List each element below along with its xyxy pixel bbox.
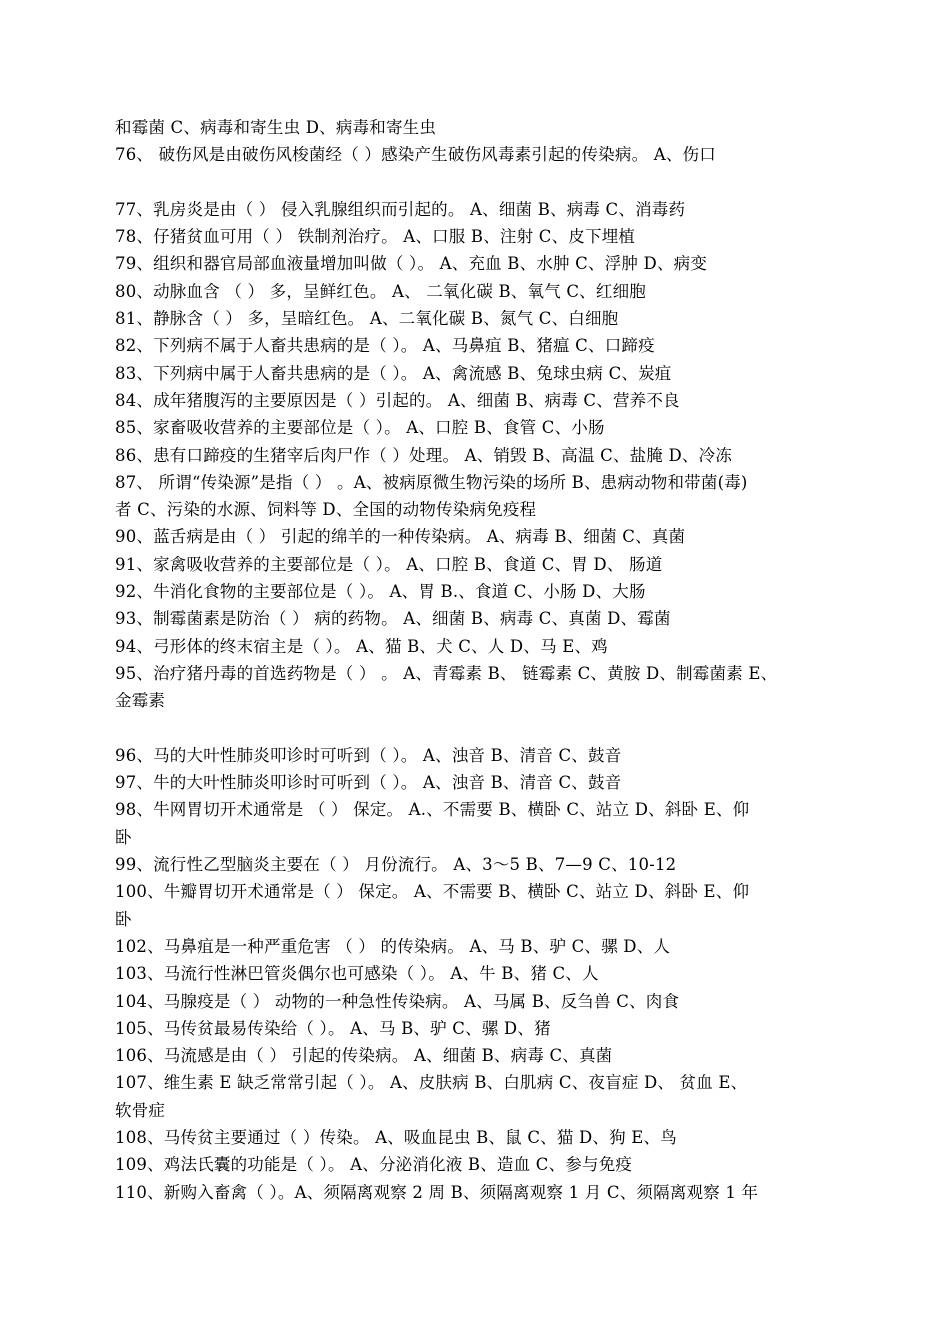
text-line: 103、马流行性淋巴管炎偶尔也可感染（ ）。 A、牛 B、猪 C、人	[115, 964, 599, 984]
text-line: 91、家禽吸收营养的主要部位是（ ）。 A、口腔 B、食道 C、胃 D、 肠道	[115, 554, 663, 574]
text-line: 85、家畜吸收营养的主要部位是（ ）。 A、口腔 B、食管 C、小肠	[115, 418, 605, 438]
text-line: 卧	[115, 827, 132, 847]
text-line: 104、马腺疫是（ ） 动物的一种急性传染病。 A、马属 B、反刍兽 C、肉食	[115, 991, 680, 1011]
text-line: 79、组织和器官局部血液量增加叫做（ ）。 A、充血 B、水肿 C、浮肿 D、病变	[115, 254, 708, 274]
question-list	[115, 114, 845, 1206]
text-line: 77、乳房炎是由（ ） 侵入乳腺组织而引起的。 A、细菌 B、病毒 C、消毒药	[115, 199, 686, 219]
text-line: 94、弓形体的终末宿主是（ ）。 A、猫 B、犬 C、人 D、马 E、鸡	[115, 636, 608, 656]
blank-line	[115, 169, 845, 196]
text-line: 82、下列病不属于人畜共患病的是（ ）。 A、马鼻疽 B、猪瘟 C、口蹄疫	[115, 336, 655, 356]
text-line: 81、静脉含（ ） 多，呈暗红色。 A、二氧化碳 B、氮气 C、白细胞	[115, 309, 619, 329]
text-line: 92、牛消化食物的主要部位是（ ）。 A、胃 B.、食道 C、小肠 D、大肠	[115, 582, 646, 602]
text-line: 96、马的大叶性肺炎叩诊时可听到（ ）。 A、浊音 B、清音 C、鼓音	[115, 745, 622, 765]
text-line: 93、制霉菌素是防治（ ） 病的药物。 A、细菌 B、病毒 C、真菌 D、霉菌	[115, 609, 671, 629]
text-line: 107、维生素 E 缺乏常常引起（ ）。 A、皮肤病 B、白肌病 C、夜盲症 D、 贫血 E、	[115, 1073, 748, 1093]
text-line: 87、 所谓“传染源”是指（ ） 。A、被病原微生物污染的场所 B、患病动物和带菌(毒)	[115, 472, 748, 492]
text-line: 98、牛网胃切开术通常是 （ ） 保定。 A.、不需要 B、横卧 C、站立 D、斜卧 E、仰	[115, 800, 750, 820]
text-line: 109、鸡法氏囊的功能是（ ）。 A、分泌消化液 B、造血 C、参与免疫	[115, 1155, 633, 1175]
text-line: 97、牛的大叶性肺炎叩诊时可听到（ ）。 A、浊音 B、清音 C、鼓音	[115, 773, 622, 793]
text-line: 者 C、污染的水源、饲料等 D、全国的动物传染病免疫程	[115, 500, 537, 520]
text-line: 和霉菌 C、病毒和寄生虫 D、病毒和寄生虫	[115, 118, 437, 137]
text-line: 90、蓝舌病是由（ ） 引起的绵羊的一种传染病。 A、病毒 B、细菌 C、真菌	[115, 527, 686, 547]
text-line: 80、动脉血含 （ ） 多，呈鲜红色。 A、 二氧化碳 B、氧气 C、红细胞	[115, 281, 646, 301]
text-line: 78、仔猪贫血可用（ ） 铁制剂治疗。 A、口服 B、注射 C、皮下埋植	[115, 227, 636, 247]
text-line: 108、马传贫主要通过（ ）传染。 A、吸血昆虫 B、鼠 C、猫 D、狗 E、鸟	[115, 1127, 677, 1147]
text-line: 102、马鼻疽是一种严重危害 （ ） 的传染病。 A、马 B、驴 C、骡 D、人	[115, 936, 671, 956]
text-line: 110、新购入畜禽（ ）。A、须隔离观察 2 周 B、须隔离观察 1 月 C、须隔离观察 1 年	[115, 1182, 759, 1202]
text-line: 95、治疗猪丹毒的首选药物是（ ） 。 A、青霉素 B、 链霉素 C、黄胺 D、制霉菌素 E、	[115, 663, 778, 683]
text-line: 卧	[115, 909, 132, 929]
text-line: 软骨症	[115, 1100, 166, 1120]
blank-line	[115, 715, 845, 742]
text-line: 105、马传贫最易传染给（ ）。 A、马 B、驴 C、骡 D、猪	[115, 1018, 551, 1038]
text-line: 99、流行性乙型脑炎主要在（ ） 月份流行。 A、3～5 B、7—9 C、10-12	[115, 855, 677, 875]
text-line: 86、患有口蹄疫的生猪宰后肉尸作（ ）处理。 A、销毁 B、高温 C、盐腌 D、冷冻	[115, 445, 733, 465]
text-line: 76、 破伤风是由破伤风梭菌经（ ）感染产生破伤风毒素引起的传染病。 A、伤口	[115, 145, 716, 165]
text-line: 106、马流感是由（ ） 引起的传染病。 A、细菌 B、病毒 C、真菌	[115, 1046, 613, 1066]
text-line: 金霉素	[115, 691, 166, 711]
text-line: 83、下列病中属于人畜共患病的是（ ）。 A、禽流感 B、兔球虫病 C、炭疽	[115, 363, 672, 383]
text-line: 84、成年猪腹泻的主要原因是（ ）引起的。 A、细菌 B、病毒 C、营养不良	[115, 390, 680, 410]
text-line: 100、牛瓣胃切开术通常是（ ） 保定。 A、不需要 B、横卧 C、站立 D、斜卧 E、仰	[115, 882, 750, 902]
